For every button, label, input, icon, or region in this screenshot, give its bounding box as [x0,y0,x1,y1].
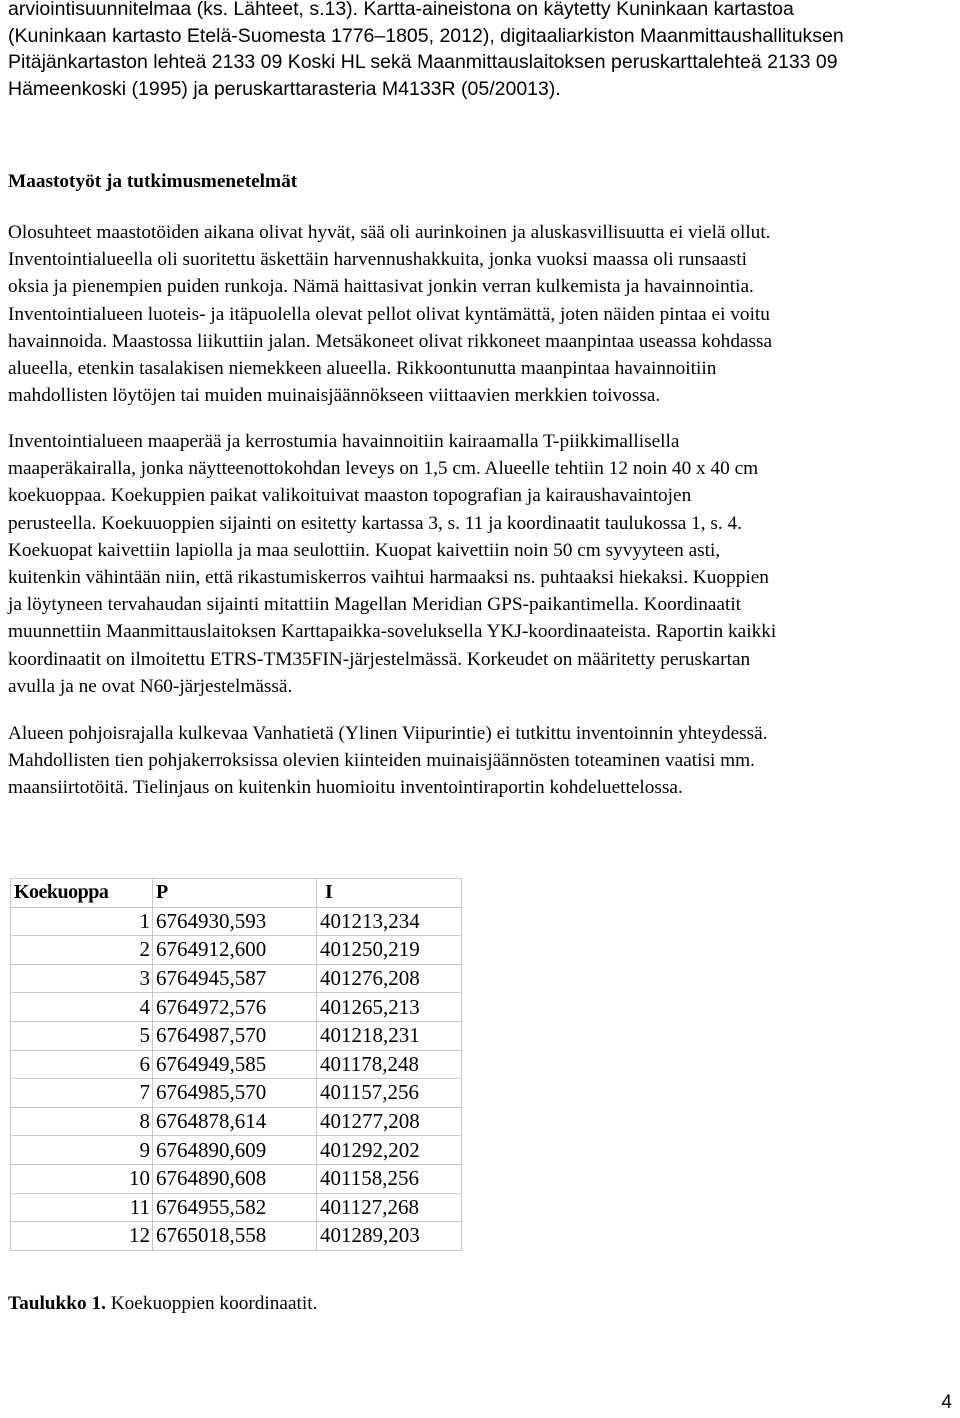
cell-i: 401276,208 [317,964,462,993]
cell-koekuoppa: 6 [11,1050,153,1079]
table-row [11,1050,462,1079]
section-heading: Maastotyöt ja tutkimusmenetelmät [8,171,298,192]
cell-p: 6764878,614 [153,1107,317,1136]
cell-koekuoppa: 12 [11,1222,153,1251]
cell-p: 6764972,576 [153,993,317,1022]
table-row [11,1193,462,1222]
table-caption [8,1293,317,1315]
table-row [11,1107,462,1136]
table-row [11,964,462,993]
cell-koekuoppa: 10 [11,1164,153,1193]
cell-koekuoppa: 9 [11,1136,153,1165]
cell-i: 401292,202 [317,1136,462,1165]
cell-i: 401157,256 [317,1079,462,1108]
cell-p: 6764890,608 [153,1164,317,1193]
cell-koekuoppa: 1 [11,907,153,936]
cell-p: 6764930,593 [153,907,317,936]
cell-koekuoppa: 2 [11,936,153,965]
cell-i: 401265,213 [317,993,462,1022]
cell-p: 6764890,609 [153,1136,317,1165]
table-row [11,1079,462,1108]
table-row [11,1164,462,1193]
paragraph-methods: Inventointialueen maaperää ja kerrostumia havainnoitiin kairaamalla T-piikkimallisella maaperäkairalla, jonka näytteenottokohdan leveys on 1,5 cm. Alueelle tehtiin 12 noin 40 x 40 cm koekuoppaa. Koekuppien paikat valikoituivat maaston topografian ja kairaushavaintojen perusteella. Koekuuoppien sijainti on esitetty kartassa 3, s. 11 ja koordinaatit taulukossa 1, s. 4. Koekuopat kaivettiin lapiolla ja maa seulottiin. Kuopat kaivettiin noin 50 cm syvyyteen asti, kuitenkin vähintään niin, että rikastumiskerros vaihtui harmaaksi ns. puhtaaksi hiekaksi. Kuoppien ja löytyneen tervahaudan sijainti mitattiin Magellan Meridian GPS-paikantimella. Koordinaatit muunnettiin Maanmittauslaitoksen Karttapaikka-soveluksella YKJ-koordinaateista. Raportin kaikki koordinaatit on ilmoitettu ETRS-TM35FIN-järjestelmässä. Korkeudet on määritetty peruskartan avulla ja ne ovat N60-järjestelmässä. [8,431,777,697]
table-row [11,1222,462,1251]
header-p: P [153,879,317,908]
cell-p: 6765018,558 [153,1222,317,1251]
cell-i: 401213,234 [317,907,462,936]
table-row [11,1021,462,1050]
table-row [11,1136,462,1165]
cell-p: 6764987,570 [153,1021,317,1050]
paragraph-conditions: Olosuhteet maastotöiden aikana olivat hyvät, sää oli aurinkoinen ja aluskasvillisuutta ei vielä ollut. Inventointialueella oli suoritettu äskettäin harvennushakkuita, jonka vuoksi maassa oli runsaasti oksia ja pienempien puiden runkoja. Nämä haittasivat jonkin verran kulkemista ja havainnointia. Inventointialueen luoteis- ja itäpuolella olevat pellot olivat kyntämättä, joten näiden pintaa ei voitu havainnoida. Maastossa liikuttiin jalan. Metsäkoneet olivat rikkoneet maanpintaa useassa kohdassa alueella, etenkin tasalakisen niemekkeen alueella. Rikkoontunutta maanpintaa havainnoitiin mahdollisten löytöjen tai muiden muinaisjäännökseen viittaavien merkkien toivossa. [8,222,773,407]
cell-koekuoppa: 3 [11,964,153,993]
table-row [11,993,462,1022]
cell-i: 401250,219 [317,936,462,965]
header-i: I [317,879,462,908]
table-header-row [11,879,462,908]
cell-koekuoppa: 4 [11,993,153,1022]
cell-p: 6764949,585 [153,1050,317,1079]
cell-p: 6764912,600 [153,936,317,965]
cell-koekuoppa: 8 [11,1107,153,1136]
cell-i: 401289,203 [317,1222,462,1251]
cell-i: 401277,208 [317,1107,462,1136]
paragraph-road: Alueen pohjoisrajalla kulkevaa Vanhatietä (Ylinen Viipurintie) ei tutkittu inventoinnin yhteydessä. Mahdollisten tien pohjakerroksissa olevien kiinteiden muinaisjäännösten toteaminen vaatisi mm. maansiirtotöitä. Tielinjaus on kuitenkin huomioitu inventointiraportin kohdeluettelossa. [8,723,768,799]
cell-p: 6764955,582 [153,1193,317,1222]
cell-p: 6764985,570 [153,1079,317,1108]
table-row [11,936,462,965]
cell-koekuoppa: 5 [11,1021,153,1050]
page-number: 4 [941,1392,952,1413]
caption-text: Koekuoppien koordinaatit. [105,1293,318,1314]
cell-i: 401158,256 [317,1164,462,1193]
coordinates-table [10,878,462,1251]
table-body [11,907,462,1250]
cell-koekuoppa: 7 [11,1079,153,1108]
cell-koekuoppa: 11 [11,1193,153,1222]
cell-i: 401127,268 [317,1193,462,1222]
intro-paragraph: arviointisuunnitelmaa (ks. Lähteet, s.13). Kartta-aineistona on käytetty Kuninkaan kartastoa (Kuninkaan kartasto Etelä-Suomesta 1776–1805, 2012), digitaaliarkiston Maanmittaushallituksen Pitäjänkartaston lehteä 2133 09 Koski HL sekä Maanmittauslaitoksen peruskarttalehteä 2133 09 Hämeenkoski (1995) ja peruskarttarasteria M4133R (05/20013). [8,0,844,100]
cell-i: 401178,248 [317,1050,462,1079]
header-koekuoppa: Koekuoppa [11,879,153,908]
cell-p: 6764945,587 [153,964,317,993]
caption-label: Taulukko 1. [8,1293,106,1314]
cell-i: 401218,231 [317,1021,462,1050]
table-row [11,907,462,936]
